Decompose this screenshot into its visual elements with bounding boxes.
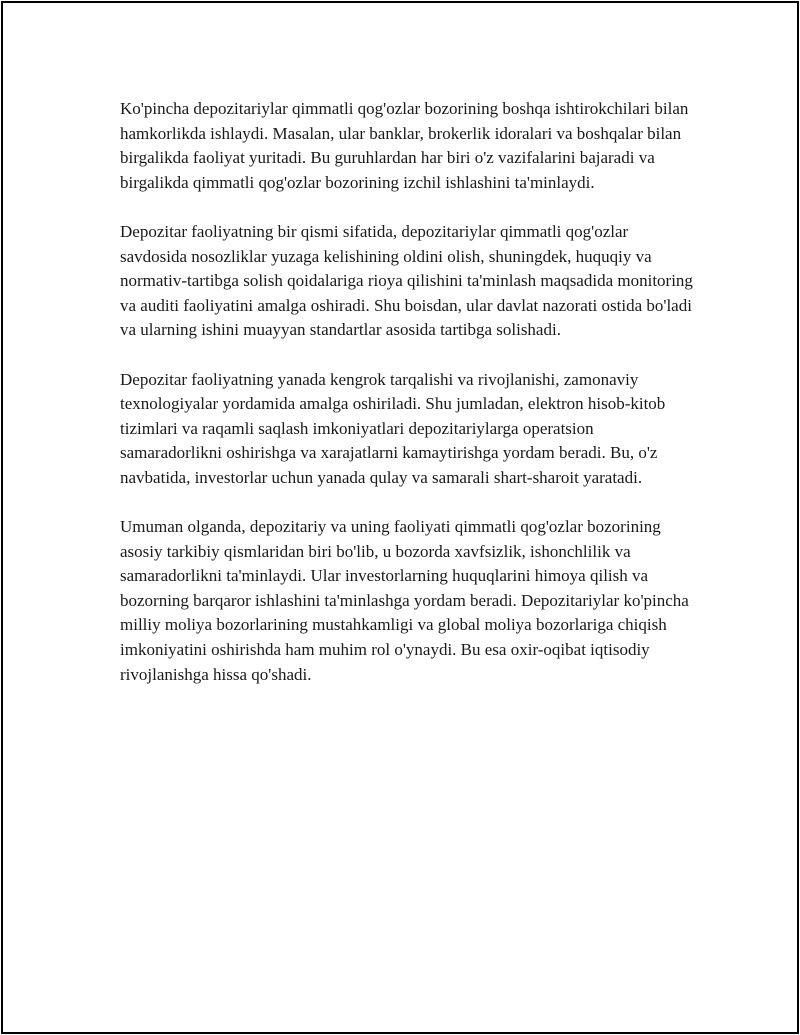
page-border: [1, 1, 799, 1034]
paragraph-4: Umuman olganda, depozitariy va uning faoliyati qimmatli qog'ozlar bozorining asosiy tarkibiy qismlaridan biri bo'lib, u bozorda xavfsizlik, ishonchlilik va samaradorlikni ta'minlaydi. Ular investorlarning huquqlarini himoya qilish va bozorning barqaror ishlashini ta'minlashga yordam beradi. Depozitariylar ko'pincha milliy moliya bozorlarining mustahkamligi va global moliya bozorlariga chiqish imkoniyatini oshirishda ham muhim rol o'ynaydi. Bu esa oxir-oqibat iqtisodiy rivojlanishga hissa qo'shadi.: [120, 517, 689, 684]
document-body: [120, 97, 694, 712]
paragraph-1: Ko'pincha depozitariylar qimmatli qog'ozlar bozorining boshqa ishtirokchilari bilan hamkorlikda ishlaydi. Masalan, ular banklar, brokerlik idoralari va boshqalar bilan birgalikda faoliyat yuritadi. Bu guruhlardan har biri o'z vazifalarini bajaradi va birgalikda qimmatli qog'ozlar bozorining izchil ishlashini ta'minlaydi.: [120, 99, 689, 192]
paragraph-2: Depozitar faoliyatning bir qismi sifatida, depozitariylar qimmatli qog'ozlar savdosida nosozliklar yuzaga kelishining oldini olish, shuningdek, huquqiy va normativ-tartibga solish qoidalariga rioya qilishini ta'minlash maqsadida monitoring va auditi faoliyatini amalga oshiradi. Shu boisdan, ular davlat nazorati ostida bo'ladi va ularning ishini muayyan standartlar asosida tartibga solishadi.: [120, 221, 693, 340]
paragraph-3: Depozitar faoliyatning yanada kengrok tarqalishi va rivojlanishi, zamonaviy texnologiyalar yordamida amalga oshiriladi. Shu jumladan, elektron hisob-kitob tizimlari va raqamli saqlash imkoniyatlari depozitariylarga operatsion samaradorlikni oshirishga va xarajatlarni kamaytirishga yordam beradi. Bu, o'z navbatida, investorlar uchun yanada qulay va samarali shart-sharoit yaratadi.: [120, 369, 666, 487]
